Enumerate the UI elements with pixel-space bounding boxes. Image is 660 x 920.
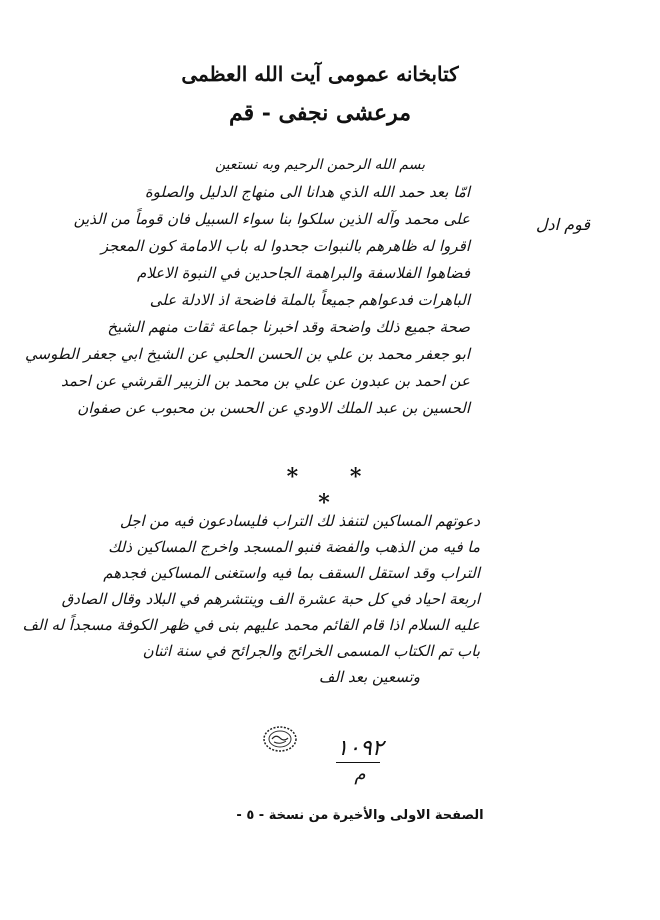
text-line: باب تم الكتاب المسمى الخرائج والجرائح في سنة اثنان bbox=[142, 642, 480, 660]
library-subname: مرعشی نجفی - قم bbox=[228, 100, 412, 126]
manuscript-text-top bbox=[25, 152, 470, 422]
text-line: على محمد وآله الذين سلكوا بنا سواء السبيل فان قوماً من الذين bbox=[73, 210, 470, 228]
date-divider bbox=[336, 762, 380, 763]
text-line: اقروا له ظاهرهم بالنبوات جحدوا له باب الامامة كون المعجز bbox=[100, 237, 470, 255]
date-suffix: م bbox=[354, 764, 366, 785]
text-line: التراب وقد استقل السقف بما فيه واستغنى المساكين فجدهم bbox=[103, 564, 480, 582]
text-line: عن احمد بن عبدون عن علي بن محمد بن الزبير القرشي عن احمد bbox=[60, 372, 470, 390]
text-line: امّا بعد حمد الله الذي هدانا الى منهاج الدليل والصلوة bbox=[144, 183, 470, 201]
date-number: ١٠٩٢ bbox=[336, 736, 384, 761]
page-footer: الصفحة الاولى والأخيرة من نسخة - ٥ - bbox=[236, 808, 484, 823]
text-line: عليه السلام اذا قام القائم محمد عليهم بنى في ظهر الكوفة مسجداً له الف bbox=[22, 616, 480, 634]
text-line: صحة جميع ذلك واضحة وقد اخبرنا جماعة ثقات منهم الشيخ bbox=[107, 318, 470, 336]
basmala-line: بسم الله الرحمن الرحيم وبه نستعين bbox=[214, 157, 426, 173]
colophon-line: وتسعين بعد الف bbox=[318, 668, 420, 686]
text-line: ما فيه من الذهب والفضة فنبو المسجد واخرج المساكين ذلك bbox=[108, 538, 480, 556]
text-line: فضاهوا الفلاسفة والبراهمة الجاحدين في النبوة الاعلام bbox=[137, 264, 470, 282]
text-line: الباهرات فدعواهم جميعاً بالملة فاضحة اذ الادلة على bbox=[149, 291, 470, 309]
manuscript-text-bottom bbox=[22, 508, 480, 690]
section-separator: * * * bbox=[286, 464, 384, 516]
text-line: اربعة احياد في كل حبة عشرة الف وينتشرهم في البلاد وقال الصادق bbox=[61, 590, 480, 608]
margin-note: قوم ادل bbox=[535, 215, 590, 234]
seal-stamp-icon bbox=[262, 724, 298, 754]
text-line: الحسين بن عبد الملك الاودي عن الحسن بن محبوب عن صفوان bbox=[77, 399, 470, 417]
text-line: ابو جعفر محمد بن علي بن الحسن الحلبي عن الشيخ ابي جعفر الطوسي bbox=[25, 345, 470, 363]
text-line: دعوتهم المساكين لتنفذ لك التراب فليسادعون فيه من اجل bbox=[119, 512, 480, 530]
library-name: کتابخانه عمومی آیت الله العظمی bbox=[181, 62, 459, 86]
